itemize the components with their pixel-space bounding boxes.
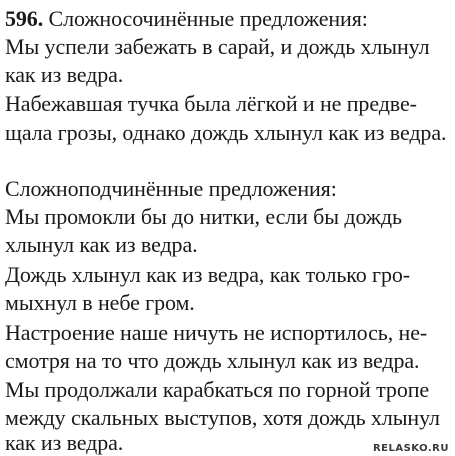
text-line: хлынул как из ведра. <box>5 232 198 257</box>
section1-heading: Сложносочинённые предложения: <box>48 6 368 31</box>
text-line: как из ведра. <box>5 430 124 455</box>
text-line: Набежавшая тучка была лёгкой и не предве- <box>5 91 417 116</box>
section2-heading: Сложноподчинённые предложения: <box>5 176 337 201</box>
section1-heading-line <box>5 6 368 32</box>
text-line: смотря на то что дождь хлынул как из ведра. <box>5 348 420 373</box>
text-line: мыхнул в небе гром. <box>5 290 195 315</box>
text-line: Настроение наше ничуть не испортилось, не- <box>5 320 428 345</box>
text-line: как из ведра. <box>5 62 124 87</box>
text-line: Мы успели забежать в сарай, и дождь хлынул <box>5 34 430 59</box>
exercise-number: 596. <box>5 6 44 31</box>
text-line: Мы промокли бы до нитки, если бы дождь <box>5 204 402 229</box>
watermark: RELASKO.RU <box>372 443 449 454</box>
text-line: Мы продолжали карабкаться по горной тропе <box>5 377 430 402</box>
text-line: Дождь хлынул как из ведра, как только гро- <box>5 262 410 287</box>
text-line: щала грозы, однако дождь хлынул как из ведра. <box>5 120 447 145</box>
text-line: между скальных выступов, хотя дождь хлынул <box>5 405 440 430</box>
